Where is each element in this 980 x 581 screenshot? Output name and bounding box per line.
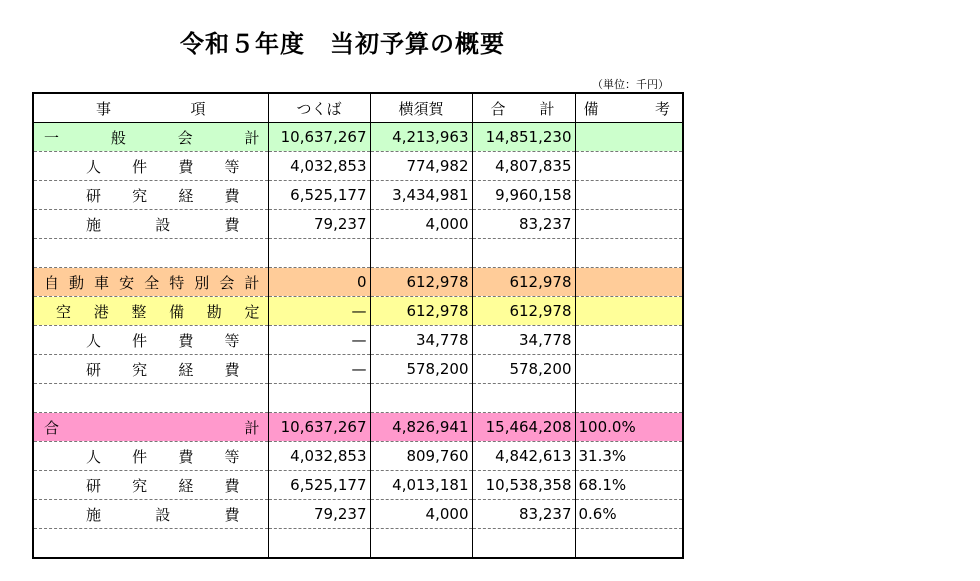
row-label-char: 研 bbox=[86, 360, 102, 379]
table-row bbox=[33, 181, 683, 210]
budget-table bbox=[32, 92, 684, 559]
header-total-char: 計 bbox=[539, 99, 555, 118]
row-label-char: 究 bbox=[132, 476, 148, 495]
row-label bbox=[33, 529, 268, 559]
row-label-char: 経 bbox=[178, 476, 194, 495]
row-label-chars bbox=[38, 475, 264, 496]
cell-yokosuka bbox=[370, 239, 472, 268]
row-label-char: 経 bbox=[178, 186, 194, 205]
row-label bbox=[33, 152, 268, 181]
row-label-char: 一 bbox=[44, 128, 60, 147]
cell-note bbox=[575, 123, 683, 152]
row-label-chars bbox=[38, 185, 264, 206]
cell-note bbox=[575, 384, 683, 413]
row-label-char: 特 bbox=[169, 273, 185, 292]
row-label bbox=[33, 442, 268, 471]
cell-yokosuka: 3,434,981 bbox=[370, 181, 472, 210]
cell-tsukuba bbox=[268, 529, 370, 559]
header-total-char: 合 bbox=[490, 99, 506, 118]
cell-total: 612,978 bbox=[472, 268, 575, 297]
row-label-char: 全 bbox=[144, 273, 160, 292]
row-label bbox=[33, 384, 268, 413]
row-label-char: 合 bbox=[44, 418, 60, 437]
cell-note bbox=[575, 326, 683, 355]
row-label-char: 車 bbox=[94, 273, 110, 292]
row-label-chars bbox=[38, 330, 264, 351]
row-label-char: 件 bbox=[132, 157, 148, 176]
cell-yokosuka: 4,213,963 bbox=[370, 123, 472, 152]
table-header-row bbox=[33, 93, 683, 123]
row-label-char: 人 bbox=[86, 331, 102, 350]
row-label-chars bbox=[38, 301, 264, 322]
cell-yokosuka: 612,978 bbox=[370, 297, 472, 326]
row-label-char: 安 bbox=[119, 273, 135, 292]
row-label bbox=[33, 413, 268, 442]
row-label-char: 会 bbox=[177, 128, 193, 147]
cell-tsukuba bbox=[268, 384, 370, 413]
unit-label: （単位：千円） bbox=[592, 78, 669, 91]
header-tsukuba: つくば bbox=[268, 93, 370, 123]
row-label bbox=[33, 471, 268, 500]
cell-total: 15,464,208 bbox=[472, 413, 575, 442]
cell-yokosuka: 4,000 bbox=[370, 500, 472, 529]
cell-tsukuba: 4,032,853 bbox=[268, 152, 370, 181]
cell-note: 0.6% bbox=[575, 500, 683, 529]
cell-note bbox=[575, 210, 683, 239]
header-item-char: 項 bbox=[190, 99, 206, 118]
cell-yokosuka bbox=[370, 529, 472, 559]
row-label-char: 勘 bbox=[206, 302, 222, 321]
row-label-char: 件 bbox=[132, 331, 148, 350]
table-row bbox=[33, 326, 683, 355]
row-label-char: 港 bbox=[93, 302, 109, 321]
cell-note bbox=[575, 529, 683, 559]
cell-total: 4,842,613 bbox=[472, 442, 575, 471]
cell-tsukuba: 4,032,853 bbox=[268, 442, 370, 471]
row-label-char: 会 bbox=[219, 273, 235, 292]
row-label bbox=[33, 500, 268, 529]
row-label-char: 費 bbox=[178, 447, 194, 466]
row-label bbox=[33, 181, 268, 210]
cell-total: 612,978 bbox=[472, 297, 575, 326]
cell-total: 4,807,835 bbox=[472, 152, 575, 181]
cell-tsukuba: — bbox=[268, 297, 370, 326]
budget-table-body bbox=[33, 93, 683, 558]
row-label-char: 経 bbox=[178, 360, 194, 379]
cell-note bbox=[575, 181, 683, 210]
cell-total: 9,960,158 bbox=[472, 181, 575, 210]
row-label bbox=[33, 268, 268, 297]
cell-tsukuba bbox=[268, 239, 370, 268]
table-row bbox=[33, 500, 683, 529]
row-label-char: 研 bbox=[86, 186, 102, 205]
cell-tsukuba: 6,525,177 bbox=[268, 471, 370, 500]
row-label-char: 設 bbox=[155, 505, 171, 524]
row-label-char: 費 bbox=[224, 215, 240, 234]
row-label-char: 整 bbox=[131, 302, 147, 321]
cell-total bbox=[472, 384, 575, 413]
row-label-char: 人 bbox=[86, 157, 102, 176]
cell-tsukuba: — bbox=[268, 326, 370, 355]
row-label-chars bbox=[38, 417, 264, 438]
cell-yokosuka bbox=[370, 384, 472, 413]
table-row bbox=[33, 529, 683, 559]
cell-note bbox=[575, 297, 683, 326]
row-label-chars bbox=[38, 359, 264, 380]
row-label-char: 施 bbox=[86, 505, 102, 524]
row-label-char: 別 bbox=[194, 273, 210, 292]
cell-note bbox=[575, 152, 683, 181]
row-label bbox=[33, 123, 268, 152]
row-label-char: 空 bbox=[56, 302, 72, 321]
table-row bbox=[33, 355, 683, 384]
row-label-char: 費 bbox=[224, 186, 240, 205]
cell-tsukuba: 6,525,177 bbox=[268, 181, 370, 210]
table-row bbox=[33, 152, 683, 181]
cell-note: 68.1% bbox=[575, 471, 683, 500]
cell-total bbox=[472, 529, 575, 559]
cell-note bbox=[575, 268, 683, 297]
row-label-char: 件 bbox=[132, 447, 148, 466]
cell-tsukuba: 0 bbox=[268, 268, 370, 297]
header-note-char: 考 bbox=[654, 99, 670, 118]
cell-total bbox=[472, 239, 575, 268]
cell-tsukuba: 79,237 bbox=[268, 500, 370, 529]
row-label-char: 計 bbox=[244, 128, 260, 147]
row-label-char: 等 bbox=[224, 447, 240, 466]
cell-tsukuba: 79,237 bbox=[268, 210, 370, 239]
cell-tsukuba: 10,637,267 bbox=[268, 123, 370, 152]
table-row bbox=[33, 123, 683, 152]
table-row bbox=[33, 239, 683, 268]
cell-note bbox=[575, 355, 683, 384]
cell-tsukuba: 10,637,267 bbox=[268, 413, 370, 442]
table-row bbox=[33, 413, 683, 442]
header-yokosuka: 横須賀 bbox=[370, 93, 472, 123]
row-label-char: 備 bbox=[169, 302, 185, 321]
header-note-char: 備 bbox=[583, 99, 599, 118]
header-total bbox=[472, 93, 575, 123]
page-title: 令和５年度 当初予算の概要 bbox=[180, 30, 505, 58]
header-item-char: 事 bbox=[96, 99, 112, 118]
cell-total: 14,851,230 bbox=[472, 123, 575, 152]
cell-total: 83,237 bbox=[472, 500, 575, 529]
row-label-char: 費 bbox=[224, 505, 240, 524]
row-label-chars bbox=[38, 446, 264, 467]
row-label bbox=[33, 326, 268, 355]
row-label-chars bbox=[38, 272, 264, 293]
cell-yokosuka: 612,978 bbox=[370, 268, 472, 297]
row-label-chars bbox=[38, 504, 264, 525]
cell-note bbox=[575, 239, 683, 268]
row-label-char: 自 bbox=[44, 273, 60, 292]
row-label-char: 究 bbox=[132, 360, 148, 379]
table-row bbox=[33, 268, 683, 297]
cell-yokosuka: 4,000 bbox=[370, 210, 472, 239]
row-label-char: 費 bbox=[224, 360, 240, 379]
header-note bbox=[575, 93, 683, 123]
table-row bbox=[33, 210, 683, 239]
cell-total: 34,778 bbox=[472, 326, 575, 355]
cell-note: 31.3% bbox=[575, 442, 683, 471]
cell-yokosuka: 578,200 bbox=[370, 355, 472, 384]
cell-note: 100.0% bbox=[575, 413, 683, 442]
row-label-char: 究 bbox=[132, 186, 148, 205]
row-label-char: 費 bbox=[178, 157, 194, 176]
row-label-char: 動 bbox=[69, 273, 85, 292]
row-label bbox=[33, 210, 268, 239]
row-label-char: 般 bbox=[110, 128, 126, 147]
row-label-char: 等 bbox=[224, 157, 240, 176]
cell-yokosuka: 34,778 bbox=[370, 326, 472, 355]
row-label-char: 設 bbox=[155, 215, 171, 234]
table-row bbox=[33, 442, 683, 471]
row-label-char: 費 bbox=[224, 476, 240, 495]
row-label-char: 計 bbox=[244, 418, 260, 437]
row-label-chars bbox=[38, 127, 264, 148]
row-label bbox=[33, 297, 268, 326]
cell-yokosuka: 809,760 bbox=[370, 442, 472, 471]
row-label-char: 定 bbox=[244, 302, 260, 321]
row-label-char: 費 bbox=[178, 331, 194, 350]
row-label-char: 施 bbox=[86, 215, 102, 234]
header-item bbox=[33, 93, 268, 123]
row-label-char: 計 bbox=[244, 273, 260, 292]
cell-yokosuka: 4,826,941 bbox=[370, 413, 472, 442]
cell-yokosuka: 4,013,181 bbox=[370, 471, 472, 500]
row-label-chars bbox=[38, 214, 264, 235]
row-label-char: 人 bbox=[86, 447, 102, 466]
row-label bbox=[33, 239, 268, 268]
cell-tsukuba: — bbox=[268, 355, 370, 384]
cell-total: 578,200 bbox=[472, 355, 575, 384]
row-label bbox=[33, 355, 268, 384]
row-label-char: 研 bbox=[86, 476, 102, 495]
row-label-char: 等 bbox=[224, 331, 240, 350]
table-row bbox=[33, 297, 683, 326]
table-row bbox=[33, 384, 683, 413]
cell-yokosuka: 774,982 bbox=[370, 152, 472, 181]
cell-total: 10,538,358 bbox=[472, 471, 575, 500]
table-row bbox=[33, 471, 683, 500]
cell-total: 83,237 bbox=[472, 210, 575, 239]
row-label-chars bbox=[38, 156, 264, 177]
